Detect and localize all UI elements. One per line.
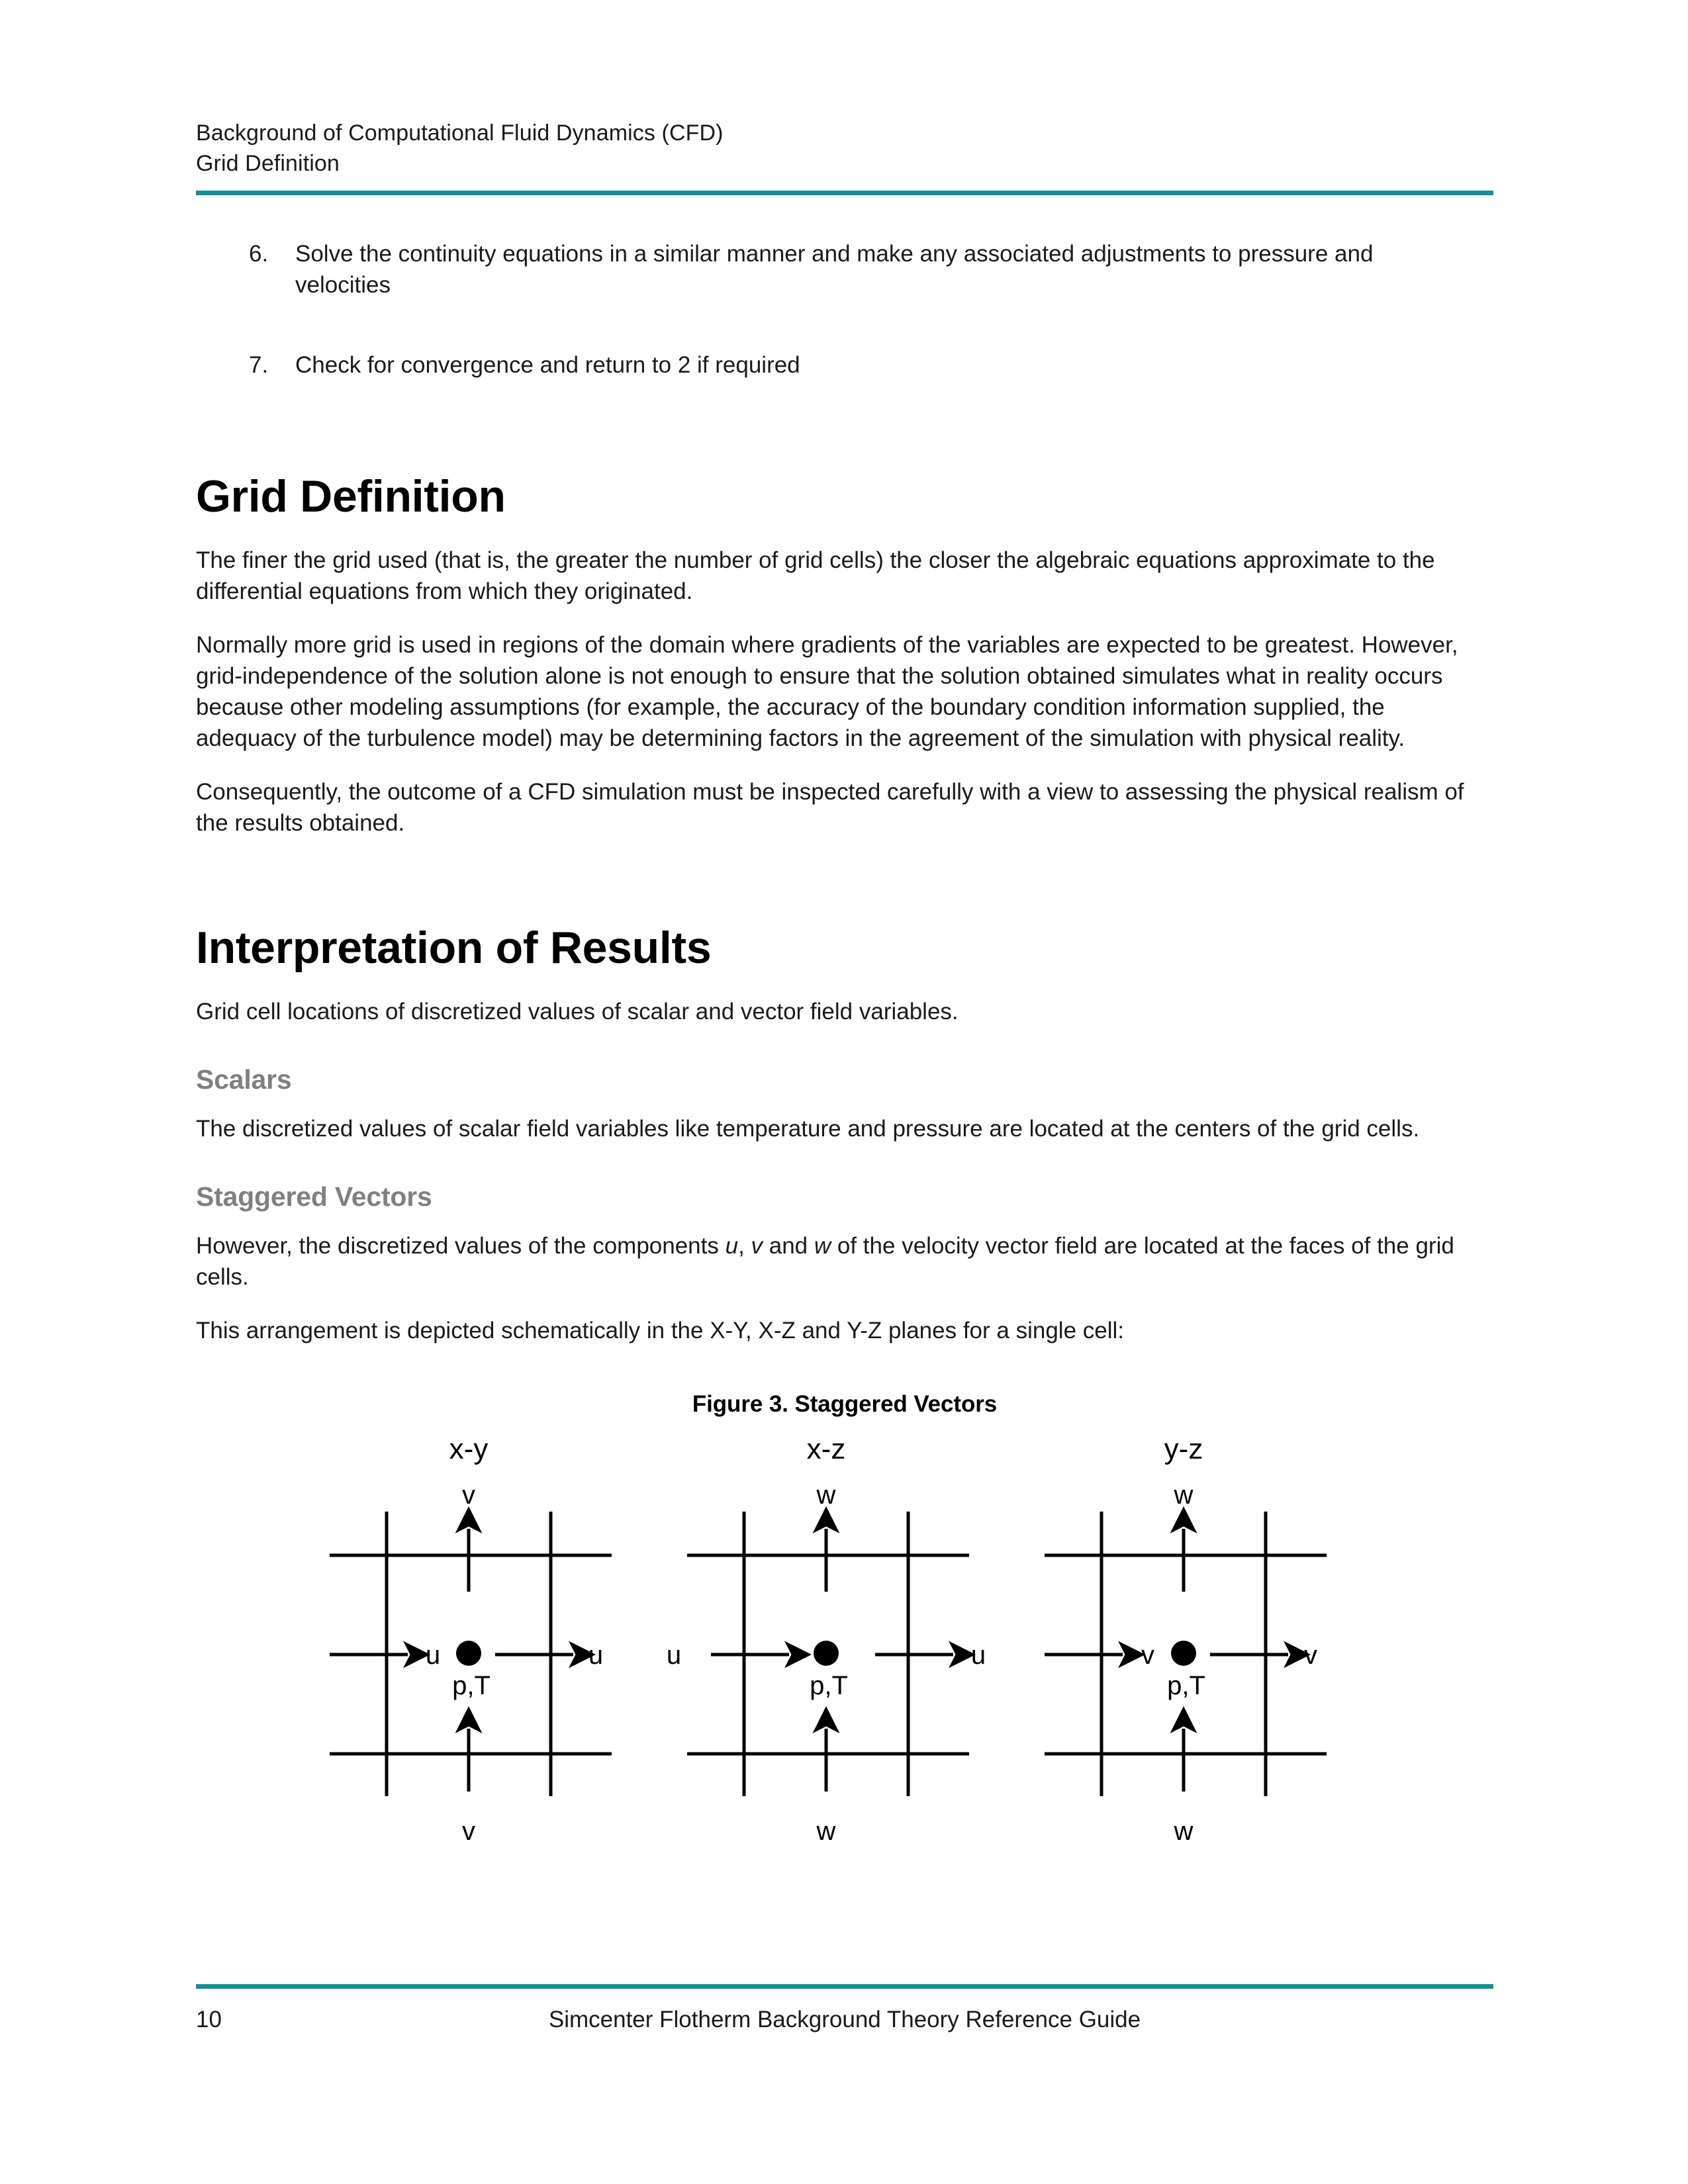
cell-center-node [456,1641,481,1666]
panel-xy-top-label: v [462,1480,475,1510]
panel-xy-center-label: p,T [452,1671,491,1700]
running-head-chapter: Background of Computational Fluid Dynamics (CFD) [196,120,724,146]
page-content [196,238,1493,1881]
paragraph-figure-lead-in: This arrangement is depicted schematically in the X-Y, X-Z and Y-Z planes for a single cell: [196,1318,1124,1343]
figure-panel-xz [667,1433,986,1846]
list-item [196,238,1493,300]
panel-title-yz: y-z [1164,1433,1203,1465]
footer-rule [196,1984,1493,1989]
list-item [196,349,1493,381]
panel-yz-bottom-label: w [1174,1817,1194,1846]
panel-yz-top-label: w [1174,1480,1194,1510]
page-number: 10 [196,2007,222,2032]
text-fragment: and [763,1233,814,1259]
list-item-text: Solve the continuity equations in a similar manner and make any associated adjustments to pressure and velocities [295,241,1374,298]
list-item-number: 6. [249,241,269,267]
text-fragment: , [738,1233,751,1259]
figure-panel-xy [330,1433,612,1846]
panel-xz-right-label: u [970,1641,986,1670]
spacer [196,430,1493,447]
panel-yz-center-label: p,T [1167,1671,1205,1700]
spacer [196,861,1493,898]
paragraph-scalars: The discretized values of scalar field variables like temperature and pressure are located at the centers of the grid cells. [196,1116,1420,1142]
heading-grid-definition: Grid Definition [196,471,506,522]
panel-xy-bottom-label: v [462,1817,475,1846]
running-head-section: Grid Definition [196,151,340,176]
paragraph-staggered-vectors [196,1230,1480,1293]
staggered-vectors-diagram [315,1431,1374,1868]
panel-title-xy: x-y [449,1433,489,1465]
figure-caption: Figure 3. Staggered Vectors [692,1391,998,1417]
panel-xz-center-label: p,T [810,1671,848,1700]
paragraph-grid-1: The finer the grid used (that is, the greater the number of grid cells) the closer the algebraic equations approximate to the differential equations from which they originated. [196,547,1435,604]
heading-scalars: Scalars [196,1064,292,1095]
panel-xz-left-label: u [666,1641,682,1670]
paragraph-grid-2: Normally more grid is used in regions of the domain where gradients of the variables are expected to be greatest. However, grid-independence of the solution alone is not enough to ensure that the solution obtained simulates what in reality occurs because other modeling assumptions (for example, the accuracy of the boundary condition information supplied, the adequacy of the turbulence model) may be determining factors in the agreement of the simulation with physical reality. [196,632,1458,751]
footer-guide-title: Simcenter Flotherm Background Theory Reference Guide [548,2007,1141,2032]
figure-canvas [315,1431,1374,1881]
panel-xy-right-label: u [588,1641,604,1670]
paragraph-grid-3: Consequently, the outcome of a CFD simulation must be inspected carefully with a view to assessing the physical realism of the results obtained. [196,779,1464,836]
cell-center-node [814,1641,839,1666]
panel-title-xz: x-z [806,1433,846,1465]
list-item-number: 7. [249,352,269,378]
cell-center-node [1171,1641,1196,1666]
text-fragment: of the velocity vector field are located at the faces of the grid cells. [196,1233,1454,1290]
variable-v: v [751,1233,763,1259]
panel-xz-bottom-label: w [816,1817,836,1846]
panel-yz-right-label: v [1304,1641,1317,1670]
figure-panel-yz [1045,1433,1327,1846]
text-fragment: However, the discretized values of the components [196,1233,726,1259]
figure-staggered-vectors [196,1390,1493,1881]
paragraph-interpretation-intro: Grid cell locations of discretized values of scalar and vector field variables. [196,999,959,1024]
panel-xy-left-label: u [425,1641,441,1670]
heading-interpretation-of-results: Interpretation of Results [196,923,712,973]
header-rule [196,191,1493,195]
page-footer [196,2004,1493,2044]
running-head [196,118,1493,179]
panel-yz-left-label: v [1141,1641,1154,1670]
numbered-list [196,238,1493,381]
list-item-text: Check for convergence and return to 2 if required [295,352,800,378]
panel-xz-top-label: w [816,1480,836,1510]
variable-w: w [814,1233,831,1259]
heading-staggered-vectors: Staggered Vectors [196,1181,432,1212]
variable-u: u [725,1233,739,1259]
